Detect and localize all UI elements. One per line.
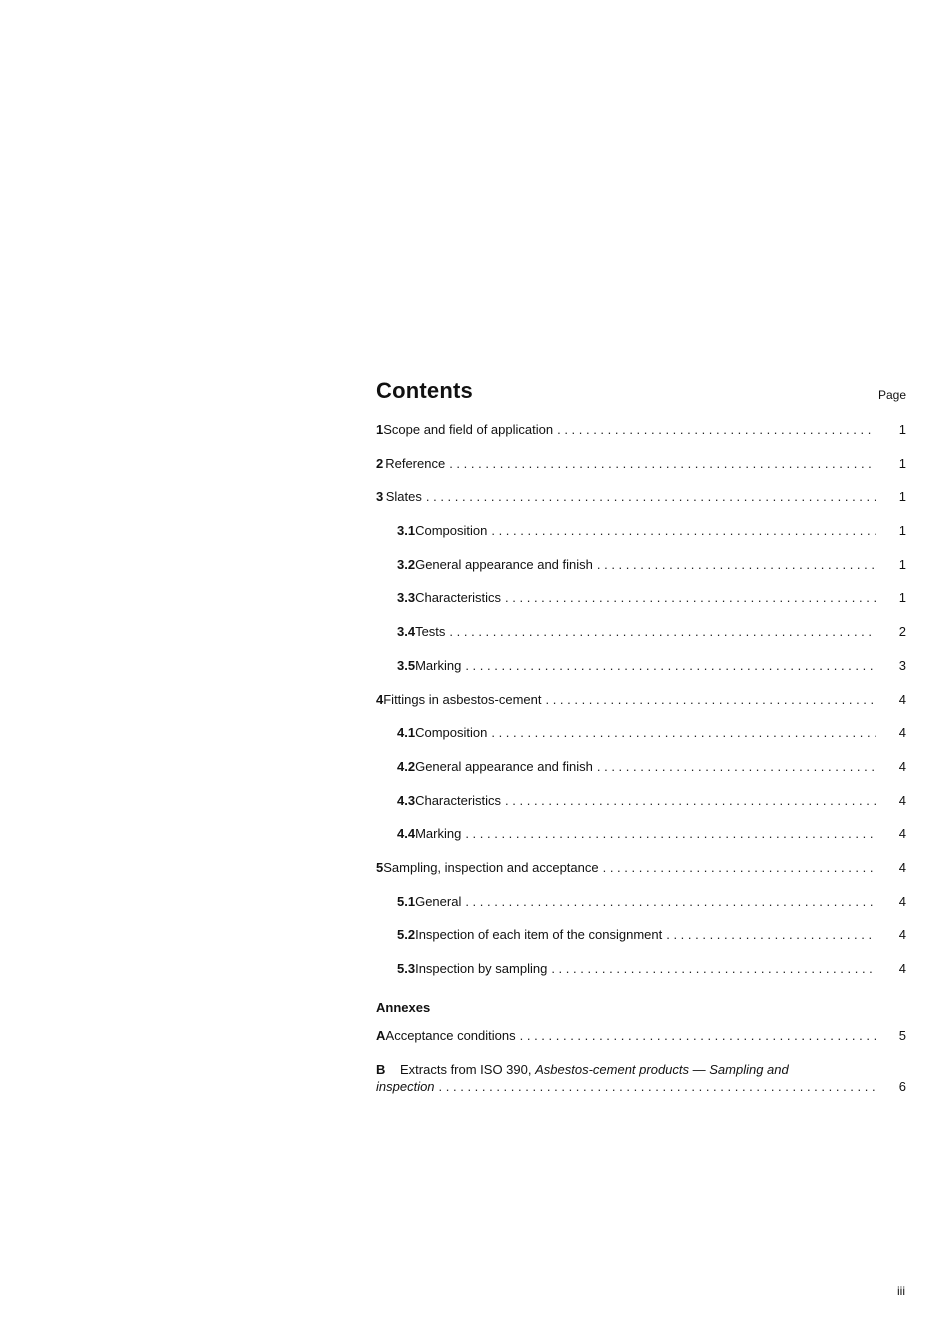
annexes-heading: Annexes	[376, 999, 431, 1015]
entry-label: General appearance and finish	[415, 758, 593, 774]
dot-leader	[465, 894, 876, 909]
entry-page: 2	[898, 624, 906, 640]
entry-number: 5.1	[397, 893, 416, 909]
annex-label: Acceptance conditions	[385, 1028, 516, 1044]
entry-label: Scope and field of application	[383, 422, 554, 437]
entry-number: 3	[376, 489, 384, 505]
entry-label: Tests	[415, 624, 446, 640]
entry-label: Marking	[415, 826, 462, 842]
page-column-label: Page	[877, 388, 906, 402]
toc-entry-4-2[interactable]	[376, 759, 906, 793]
entry-number: 4.1	[397, 725, 416, 741]
entry-label: Composition	[415, 725, 488, 741]
entry-number: 4	[376, 691, 384, 707]
contents-section	[376, 374, 906, 1094]
entry-number: 4.2	[397, 758, 416, 774]
toc-entry-5-1[interactable]	[376, 894, 906, 928]
entry-page: 4	[898, 961, 906, 976]
entry-number: 3.1	[397, 523, 416, 539]
entry-page: 3	[898, 657, 906, 673]
dot-leader	[597, 759, 876, 774]
entry-number: 5.2	[397, 927, 416, 943]
entry-number: 1	[376, 422, 384, 437]
dot-leader	[465, 658, 876, 673]
entry-number: 4.4	[397, 826, 416, 842]
toc-entry-3[interactable]	[376, 489, 906, 523]
annex-letter: A	[376, 1028, 386, 1044]
dot-leader	[426, 489, 876, 504]
entry-page: 4	[898, 792, 906, 808]
entry-page: 4	[898, 826, 906, 842]
entry-label: Characteristics	[415, 792, 502, 808]
entry-number: 5.3	[397, 961, 416, 976]
contents-header	[376, 374, 906, 404]
entry-number: 5	[376, 859, 384, 875]
toc-annex-b[interactable]	[376, 1062, 906, 1094]
entry-label: Slates	[385, 489, 422, 505]
page-title: Contents	[376, 378, 473, 403]
entry-page: 4	[898, 927, 906, 943]
entry-page: 1	[898, 523, 906, 539]
toc-entry-4[interactable]	[376, 692, 906, 726]
entry-number: 3.5	[397, 657, 416, 673]
dot-leader	[505, 793, 876, 808]
entry-page: 1	[898, 556, 906, 572]
annex-b-line2	[376, 1079, 906, 1094]
toc-entry-4-3[interactable]	[376, 793, 906, 827]
toc-entry-3-2[interactable]	[376, 557, 906, 591]
dot-leader	[603, 860, 876, 875]
entry-page: 4	[898, 893, 906, 909]
toc-annex-a[interactable]	[376, 1028, 906, 1062]
annex-b-line1	[376, 1062, 906, 1079]
dot-leader	[439, 1079, 876, 1094]
dot-leader	[551, 961, 876, 976]
entry-page: 1	[898, 422, 906, 437]
annex-letter: B	[376, 1062, 386, 1078]
entry-label: Composition	[415, 523, 488, 539]
entry-page: 4	[898, 691, 906, 707]
dot-leader	[505, 590, 876, 605]
entry-label: General	[415, 893, 462, 909]
toc-entry-3-4[interactable]	[376, 624, 906, 658]
annex-label-line2: inspection	[376, 1079, 435, 1095]
entry-page: 4	[898, 725, 906, 741]
toc-entry-4-4[interactable]	[376, 826, 906, 860]
entry-label: General appearance and finish	[415, 556, 593, 572]
toc-entry-3-1[interactable]	[376, 523, 906, 557]
dot-leader	[491, 725, 876, 740]
entry-number: 3.3	[397, 590, 416, 606]
toc-entry-5-3[interactable]	[376, 961, 906, 995]
toc-entry-1[interactable]	[376, 422, 906, 456]
toc-entry-2[interactable]	[376, 456, 906, 490]
entry-label: Reference	[385, 455, 446, 471]
entry-page: 1	[898, 455, 906, 471]
entry-page: 4	[898, 859, 906, 875]
entry-number: 2	[376, 455, 384, 471]
entry-label: Characteristics	[415, 590, 502, 606]
entry-label: Inspection by sampling	[415, 961, 548, 976]
entry-number: 4.3	[397, 792, 416, 808]
entry-page: 4	[898, 758, 906, 774]
dot-leader	[449, 456, 876, 471]
annex-label-prefix: Extracts from ISO 390,	[400, 1062, 536, 1078]
dot-leader	[597, 557, 876, 572]
toc-entry-3-5[interactable]	[376, 658, 906, 692]
entry-label: Inspection of each item of the consignment	[415, 927, 663, 943]
dot-leader	[449, 624, 876, 639]
toc-entry-5-2[interactable]	[376, 927, 906, 961]
dot-leader	[557, 422, 876, 437]
dot-leader	[491, 523, 876, 538]
dot-leader	[520, 1028, 876, 1043]
dot-leader	[545, 692, 876, 707]
entry-label: Fittings in asbestos-cement	[383, 691, 542, 707]
entry-page: 1	[898, 489, 906, 505]
toc-entry-4-1[interactable]	[376, 725, 906, 759]
entry-label: Sampling, inspection and acceptance	[383, 859, 599, 875]
toc-entry-5[interactable]	[376, 860, 906, 894]
annex-page: 5	[898, 1028, 906, 1044]
entry-page: 1	[898, 590, 906, 606]
toc-entry-3-3[interactable]	[376, 590, 906, 624]
entry-label: Marking	[415, 657, 462, 673]
entry-number: 3.4	[397, 624, 416, 640]
annex-label-italic: Asbestos-cement products — Sampling and	[535, 1062, 789, 1078]
entry-number: 3.2	[397, 556, 416, 572]
annex-page: 6	[898, 1079, 906, 1095]
dot-leader	[666, 927, 876, 942]
footer-page-number: iii	[897, 1284, 905, 1298]
dot-leader	[465, 826, 876, 841]
